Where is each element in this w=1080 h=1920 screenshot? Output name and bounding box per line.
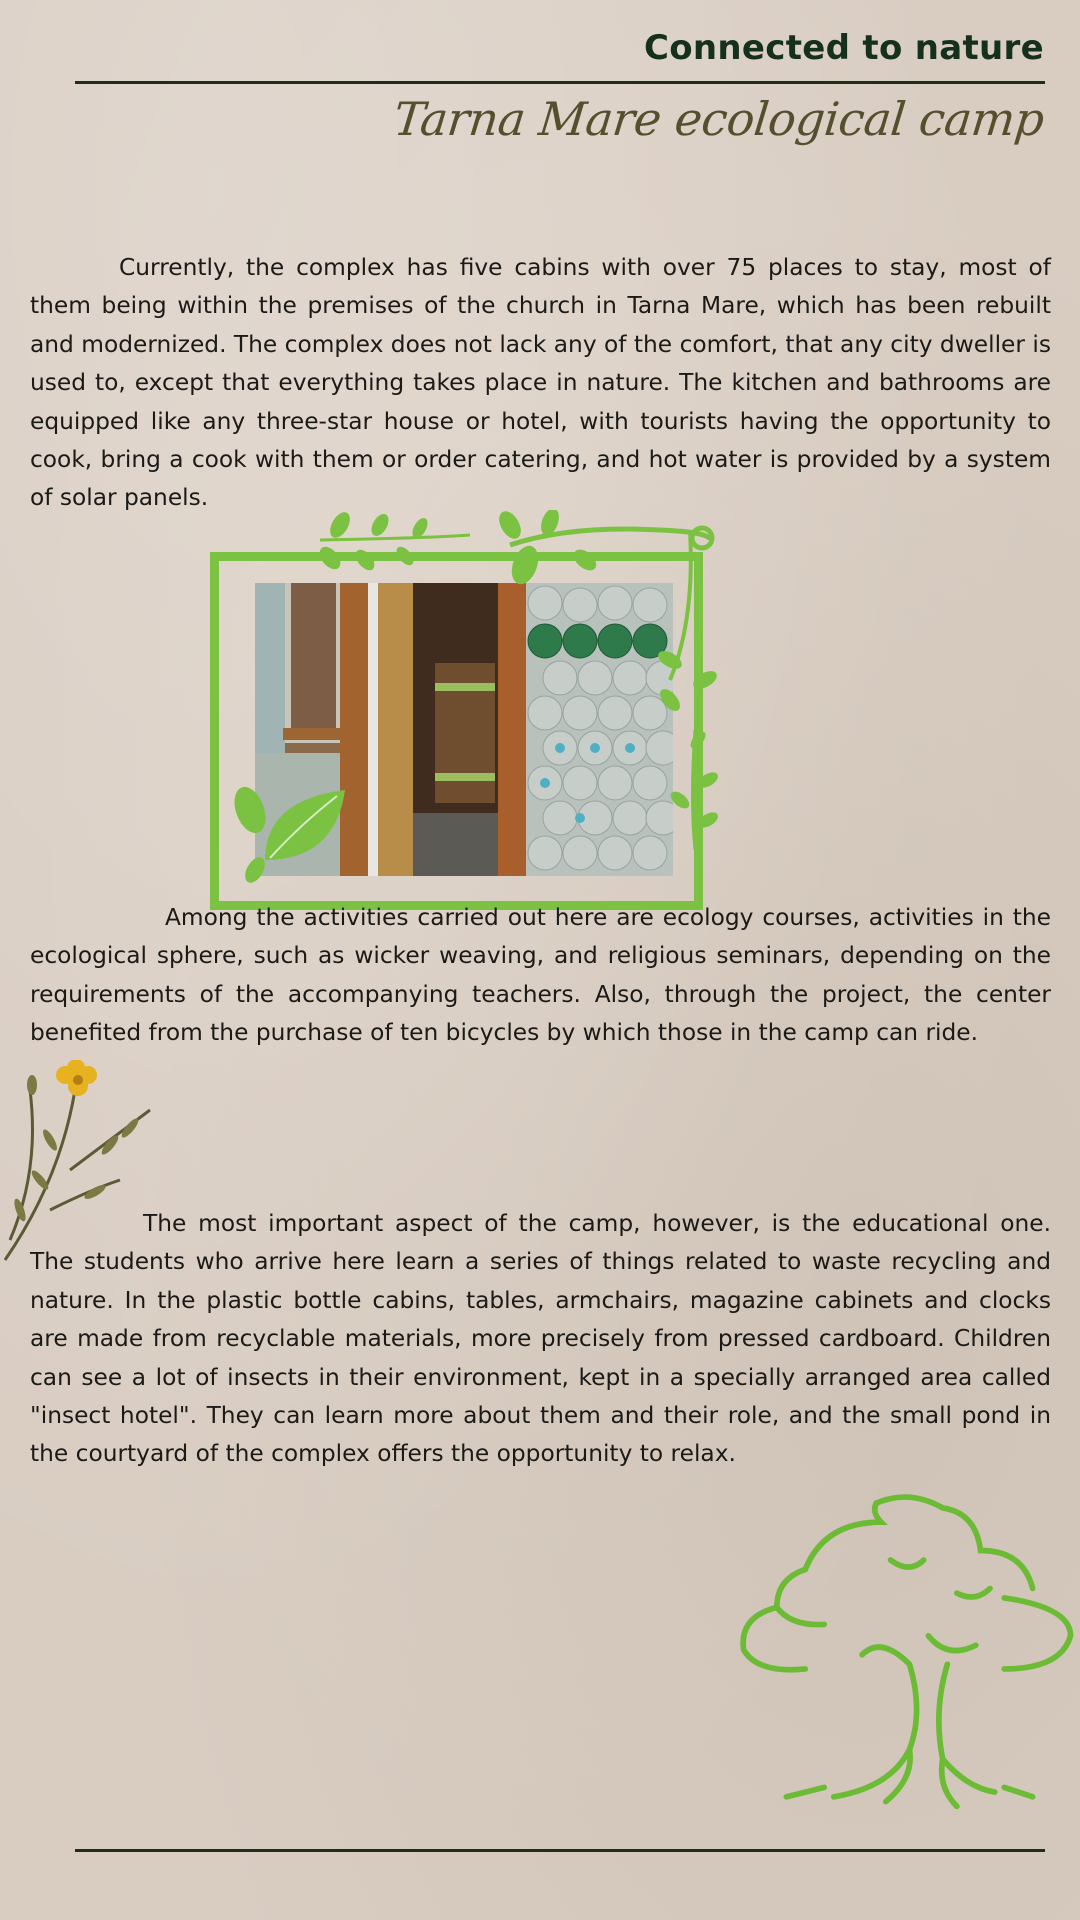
tree-icon bbox=[720, 1480, 1080, 1820]
large-leaf-decoration bbox=[225, 760, 355, 890]
header-title: Connected to nature bbox=[643, 28, 1044, 68]
leaf-vine-right-decoration bbox=[650, 520, 720, 860]
paragraph-activities: Among the activities carried out here are ecology courses, activities in the ecological sphere, such as wicker weaving, and religious seminars, depending on the requirements of the accompanying teachers. Also, through the project, the center benefited from the purchase of ten bicycles by which those in the camp can ride. bbox=[30, 904, 1051, 1047]
paragraph-education: The most important aspect of the camp, however, is the educational one. The students who arrive here learn a series of things related to waste recycling and nature. In the plastic bottle cabins, tables, armchairs, magazine cabinets and clocks are made from recyclable materials, more precisely from pressed cardboard. Children can see a lot of insects in their environment, kept in a specially arranged area called "insect hotel". They can learn more about them and their role, and the small pond in the courtyard of the complex offers the opportunity to relax. bbox=[30, 1210, 1051, 1468]
page-subtitle: Tarna Mare ecological camp bbox=[391, 92, 1047, 146]
header-divider bbox=[75, 81, 1045, 84]
footer-divider bbox=[75, 1849, 1045, 1852]
paragraph-cabins: Currently, the complex has five cabins with over 75 places to stay, most of them being within the premises of the church in Tarna Mare, which has been rebuilt and modernized. The complex does not lack any of the comfort, that any city dweller is used to, except that everything takes place in nature. The kitchen and bathrooms are equipped like any three-star house or hotel, with tourists having the opportunity to cook, bring a cook with them or order catering, and hot water is provided by a system of solar panels. bbox=[30, 254, 1051, 512]
